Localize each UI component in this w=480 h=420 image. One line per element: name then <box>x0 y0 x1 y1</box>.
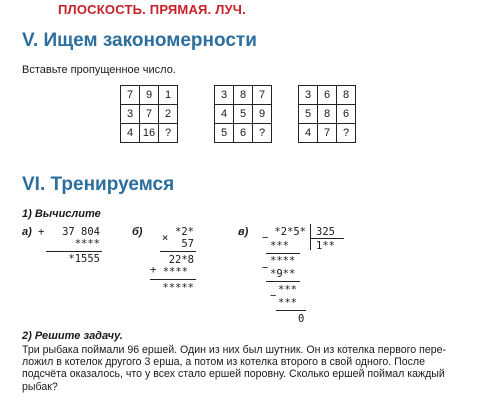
grid-cell: 3 <box>215 86 234 105</box>
section-heading: V. Ищем закономерности <box>22 30 257 51</box>
task-1-title: 1) Вычислите <box>22 208 101 220</box>
minus-sign: − <box>270 290 277 302</box>
grid-cell: 6 <box>337 105 356 124</box>
division-bar <box>310 224 311 250</box>
quotient: 1** <box>316 240 335 252</box>
number-grid-3 <box>298 85 356 143</box>
step-line <box>276 310 306 311</box>
problem-text: Три рыбака поймали 96 ершей. Один из них был шутник. Он из котелка первого пере-ложил в котелок другого 3 ерша, а потом из котелка второго в свой одного. После подсчёта оказалось, что у всех стало ершей поровну. Сколько ершей поймал каждый рыбак? <box>22 344 447 393</box>
grid-cell: 3 <box>299 86 318 105</box>
grid-cell: 5 <box>215 124 234 143</box>
grid-cell: 7 <box>253 86 272 105</box>
grid-cell: 7 <box>318 124 337 143</box>
grid-cell: 4 <box>299 124 318 143</box>
grid-cell: 8 <box>318 105 337 124</box>
minus-sign: − <box>262 232 269 244</box>
example-a-label: а) <box>22 226 32 238</box>
sum-result: *1555 <box>68 253 100 265</box>
task-2-title: 2) Решите задачу. <box>22 330 123 342</box>
section-heading: VI. Тренируемся <box>22 174 175 195</box>
partial-product-1: 22*8 <box>168 254 194 266</box>
plus-sign: + <box>38 226 45 238</box>
step-line <box>266 253 300 254</box>
subtrahend-1: *** <box>270 240 289 252</box>
grid-cell: 9 <box>140 86 159 105</box>
grid-cell: 5 <box>299 105 318 124</box>
number-grid-2 <box>214 85 272 143</box>
final-remainder: 0 <box>298 313 305 325</box>
multiplier: 57 <box>181 238 194 250</box>
addend-2: **** <box>74 238 100 250</box>
quotient-line <box>310 238 344 239</box>
grid-cell: ? <box>159 124 178 143</box>
grid-cell: ? <box>253 124 272 143</box>
number-grid-1 <box>120 85 178 143</box>
grid-cell: 5 <box>234 105 253 124</box>
step-line <box>266 281 300 282</box>
remainder-1: **** <box>270 255 296 267</box>
divisor: 325 <box>316 226 335 238</box>
multiplicand: *2* <box>175 226 194 238</box>
subtrahend-2: *9** <box>270 268 296 280</box>
minus-sign: − <box>262 262 269 274</box>
grid-cell: 4 <box>121 124 140 143</box>
grid-cell: 2 <box>159 105 178 124</box>
product-line <box>160 251 196 252</box>
grid-cell: 7 <box>140 105 159 124</box>
grid-cell: 9 <box>253 105 272 124</box>
grid-cell: 6 <box>234 124 253 143</box>
grid-cell: 3 <box>121 105 140 124</box>
subtrahend-3: *** <box>278 297 297 309</box>
partial-product-2: **** <box>162 266 188 278</box>
instruction-text: Вставьте пропущенное число. <box>22 64 176 76</box>
grid-cell: 16 <box>140 124 159 143</box>
grid-cell: 8 <box>234 86 253 105</box>
example-b-label: б) <box>132 226 143 238</box>
example-v-label: в) <box>238 226 249 238</box>
grid-cell: 4 <box>215 105 234 124</box>
multiply-sign: × <box>162 232 169 244</box>
page-title: ПЛОСКОСТЬ. ПРЯМАЯ. ЛУЧ. <box>58 2 246 17</box>
grid-cell: 6 <box>318 86 337 105</box>
plus-sign: + <box>150 264 157 276</box>
addend-1: 37 804 <box>62 226 100 238</box>
grid-cell: 1 <box>159 86 178 105</box>
grid-cell: 7 <box>121 86 140 105</box>
sum-line <box>150 279 196 280</box>
remainder-2: *** <box>278 284 297 296</box>
product-result: ***** <box>162 282 194 294</box>
dividend: *2*5* <box>274 226 306 238</box>
grid-cell: 8 <box>337 86 356 105</box>
grid-cell: ? <box>337 124 356 143</box>
sum-line <box>46 251 102 252</box>
